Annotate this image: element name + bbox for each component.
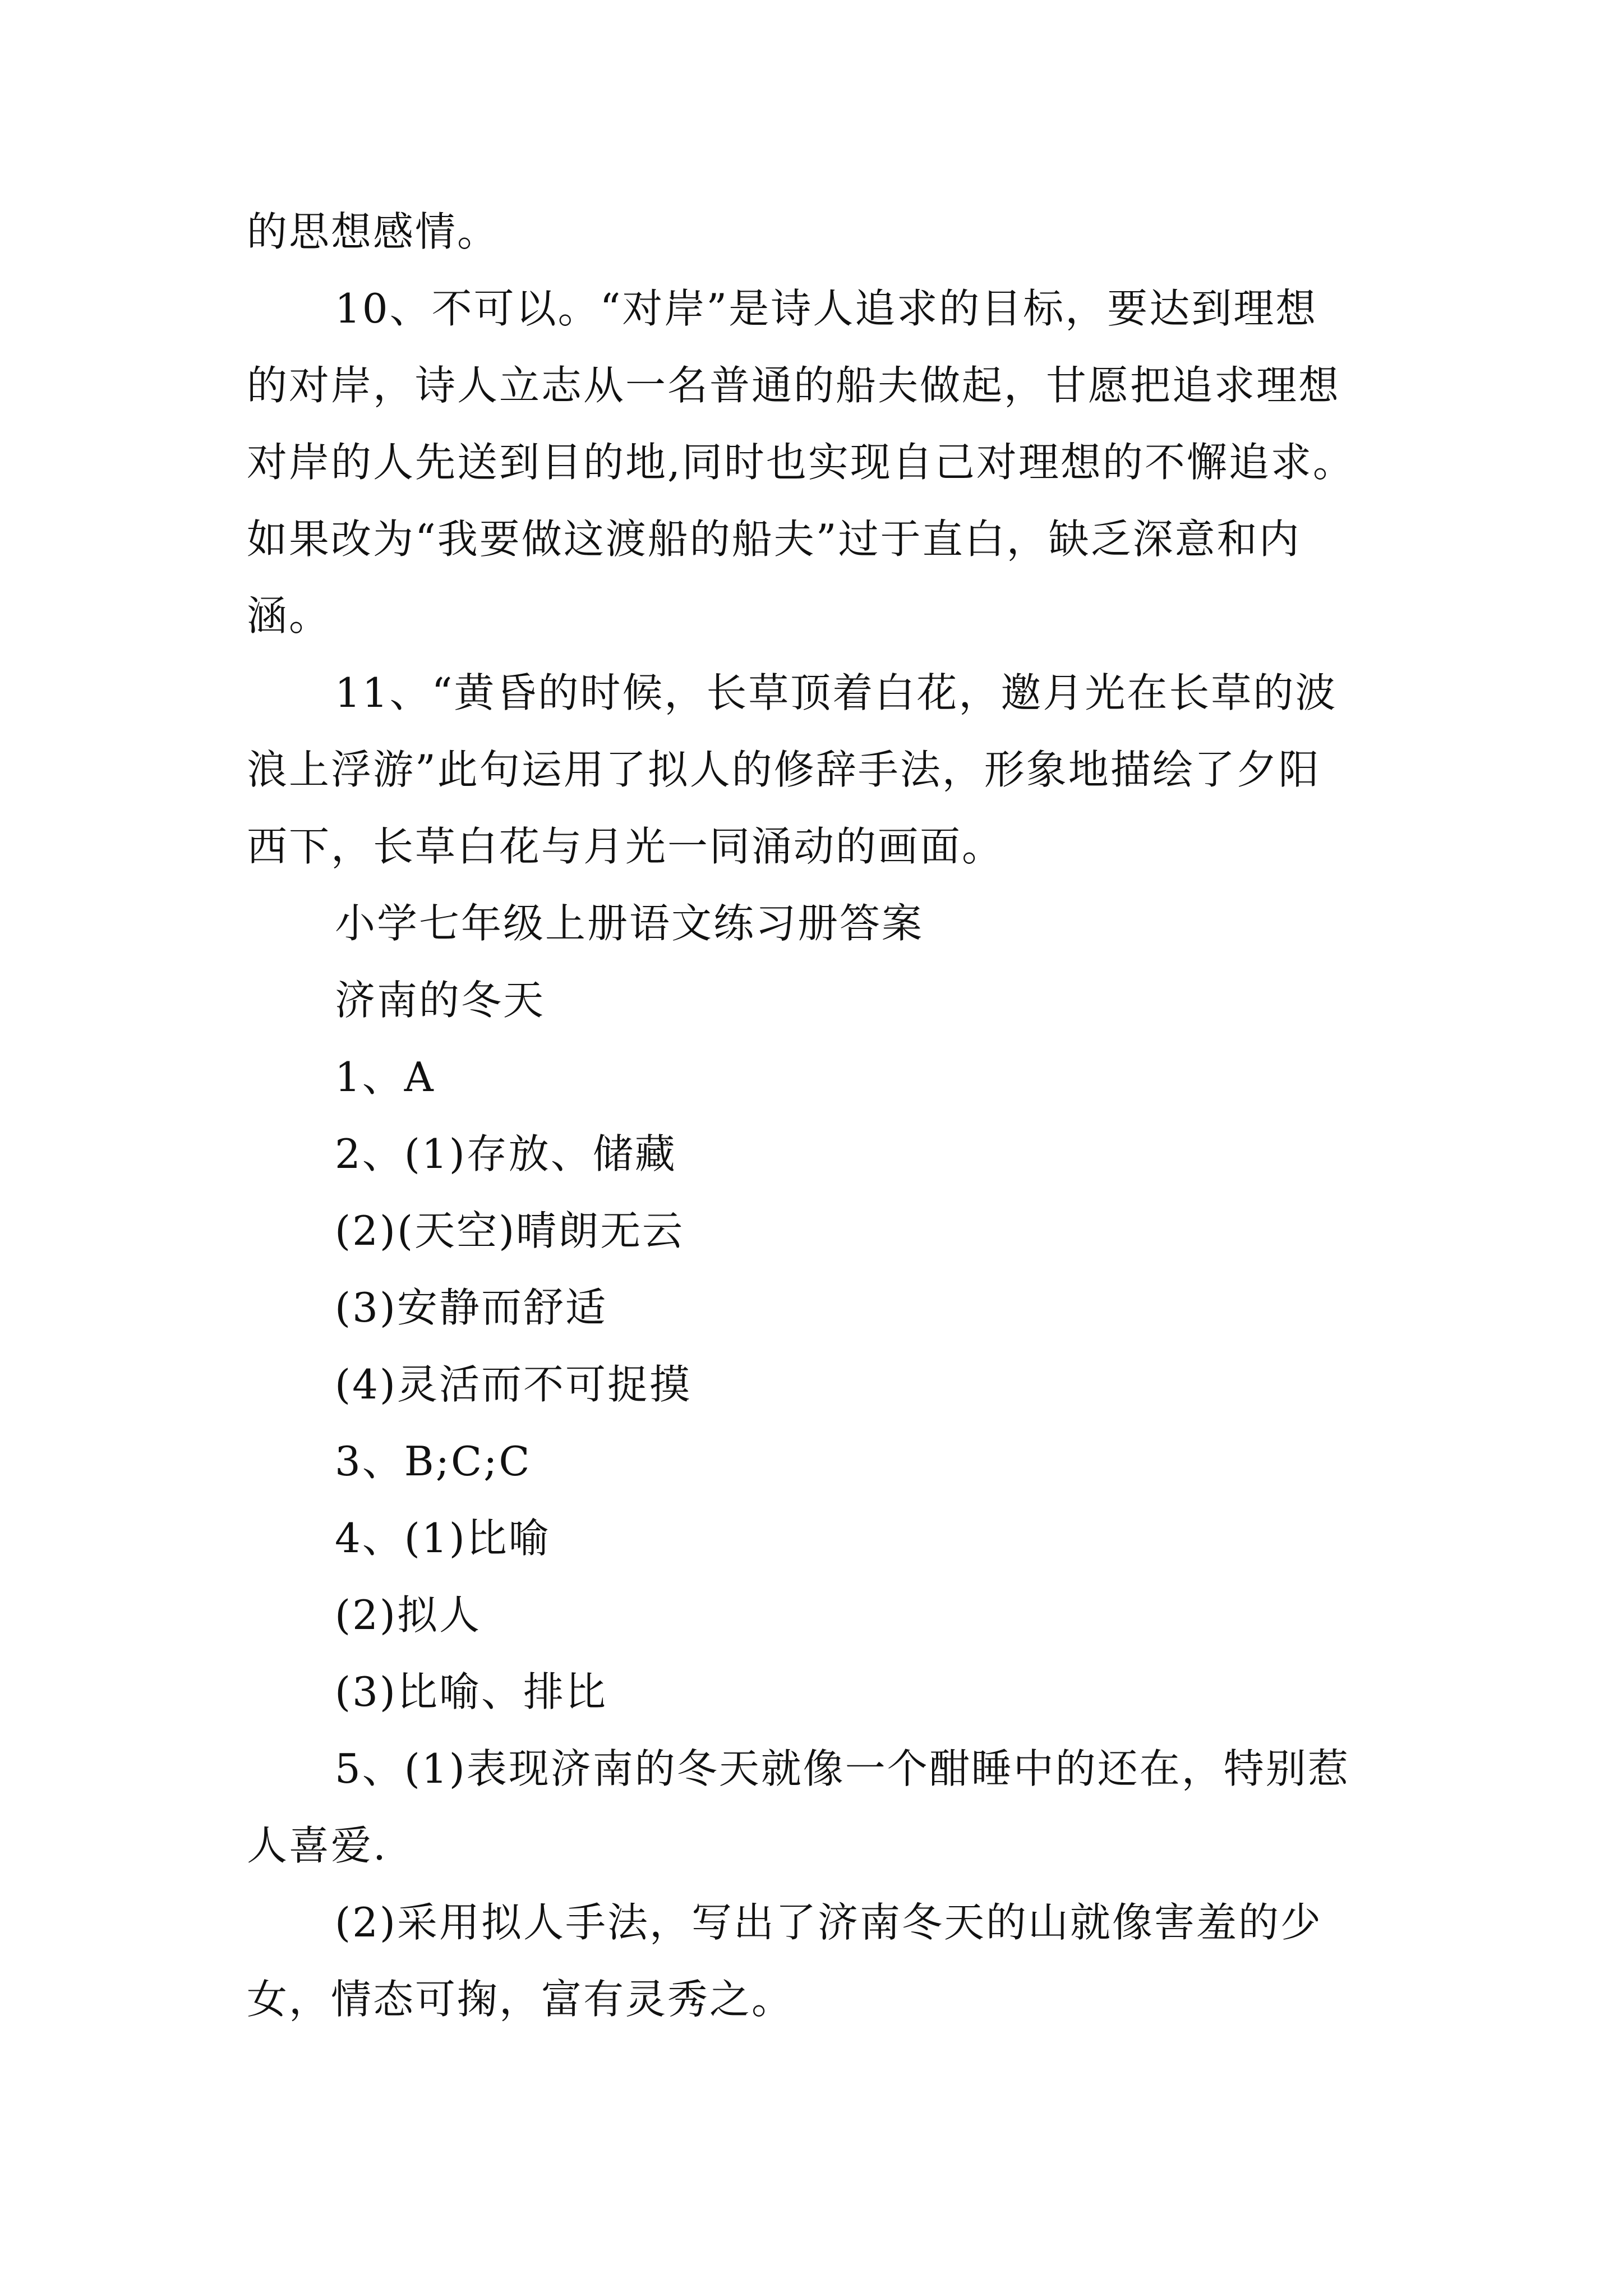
answer-line: 女，情态可掬，富有灵秀之。 (247, 1976, 794, 2023)
answer-line: 1、A (335, 1053, 435, 1101)
text-line: 的思想感情。 (247, 208, 500, 255)
text-line: 西下，长草白花与月光一同涌动的画面。 (247, 823, 1004, 870)
answer-line: (2)(天空)晴朗无云 (335, 1207, 685, 1254)
document-body (247, 194, 1391, 2038)
text-line: 对岸的人先送到目的地,同时也实现自己对理想的不懈追求。 (247, 439, 1355, 486)
text-line: 如果改为“我要做这渡船的船夫”过于直白，缺乏深意和内 (247, 516, 1301, 563)
text-line: 11、“黄昏的时候，长草顶着白花，邀月光在长草的波 (335, 669, 1338, 716)
answer-line: 人喜爱. (247, 1822, 388, 1869)
answer-line: 5、(1)表现济南的冬天就像一个酣睡中的还在，特别惹 (335, 1745, 1350, 1792)
answer-line: 4、(1)比喻 (335, 1515, 551, 1562)
answer-line: (3)比喻、排比 (335, 1668, 607, 1715)
text-line: 的对岸，诗人立志从一名普通的船夫做起，甘愿把追求理想 (247, 362, 1341, 409)
answer-line: (2)拟人 (335, 1591, 481, 1639)
lesson-title: 济南的冬天 (335, 977, 546, 1024)
text-line: 浪上浮游”此句运用了拟人的修辞手法，形象地描绘了夕阳 (247, 746, 1321, 793)
answer-line: (2)采用拟人手法，写出了济南冬天的山就像害羞的少 (335, 1899, 1322, 1946)
answer-line: 3、B;C;C (335, 1438, 532, 1485)
text-line: 10、不可以。“对岸”是诗人追求的目标，要达到理想 (335, 285, 1318, 332)
answer-line: (3)安静而舒适 (335, 1284, 607, 1331)
text-line: 涵。 (247, 592, 331, 639)
section-title: 小学七年级上册语文练习册答案 (335, 900, 924, 947)
answer-line: (4)灵活而不可捉摸 (335, 1361, 691, 1408)
answer-line: 2、(1)存放、储藏 (335, 1130, 677, 1177)
